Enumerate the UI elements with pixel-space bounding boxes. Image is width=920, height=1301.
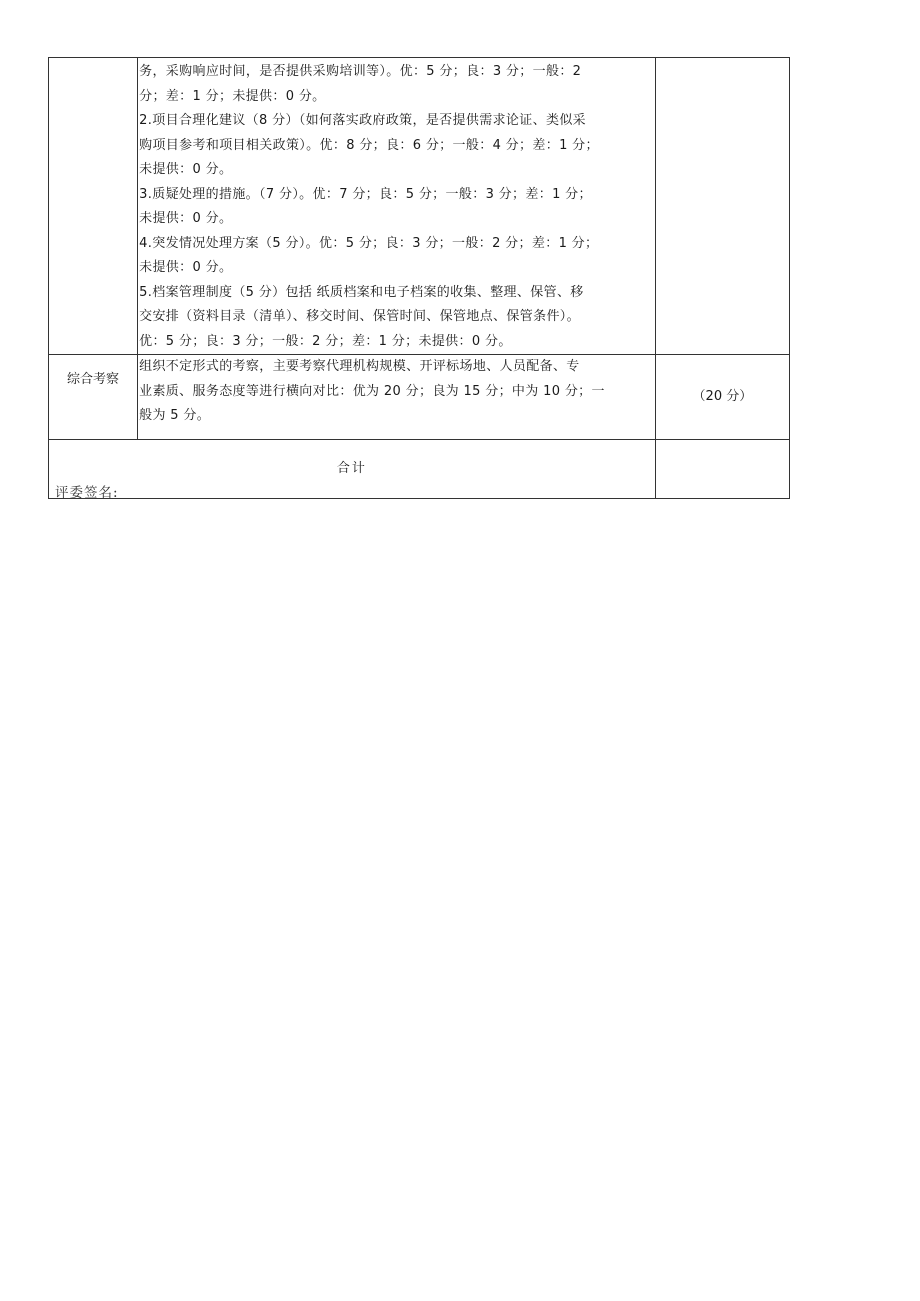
- criteria-line: 分；差：1 分；未提供：0 分。: [139, 88, 326, 104]
- criteria-line: 未提供：0 分。: [139, 162, 233, 177]
- table-row-continuation: [49, 58, 790, 355]
- criteria-line: 优：5 分；良：3 分；一般：2 分；差：1 分；未提供：0 分。: [139, 333, 512, 349]
- criteria-description-cell: [138, 58, 656, 355]
- criteria-line: 4.突发情况处理方案（5 分）。优：5 分；良：3 分；一般：2 分；差：1 分；: [139, 235, 599, 251]
- criteria-line: 5.档案管理制度（5 分）包括 纸质档案和电子档案的收集、整理、保管、移: [139, 284, 584, 300]
- score-cell-zonghe: （20 分）: [655, 355, 789, 440]
- zonghe-description-cell: [138, 355, 656, 440]
- table-row-total: [49, 440, 790, 499]
- zonghe-line: 般为 5 分。: [139, 408, 211, 423]
- table-row-zonghe: [49, 355, 790, 440]
- judge-signature-label: 评委签名:: [55, 485, 119, 501]
- criteria-line: 3.质疑处理的措施。（7 分）。优：7 分；良：5 分；一般：3 分；差：1 分；: [139, 186, 592, 202]
- total-score-cell: [655, 440, 789, 499]
- scoring-table: [48, 57, 790, 499]
- zonghe-line: 业素质、服务态度等进行横向对比：优为 20 分；良为 15 分；中为 10 分；一: [139, 383, 605, 399]
- criteria-line: 2.项目合理化建议（8 分）（如何落实政府政策，是否提供需求论证、类似采: [139, 113, 587, 128]
- criteria-line: 务，采购响应时间，是否提供采购培训等）。优：5 分；良：3 分；一般：2: [139, 64, 582, 79]
- criteria-line: 购项目参考和项目相关政策）。优：8 分；良：6 分；一般：4 分；差：1 分；: [139, 137, 599, 153]
- criteria-line: 交安排（资料目录（清单）、移交时间、保管时间、保管地点、保管条件）。: [139, 309, 581, 324]
- category-cell-zonghe: 综合考察: [49, 355, 138, 440]
- total-label: 合计: [49, 440, 656, 499]
- score-cell-empty: [655, 58, 789, 355]
- zonghe-line: 组织不定形式的考察，主要考察代理机构规模、开评标场地、人员配备、专: [139, 359, 580, 374]
- criteria-line: 未提供：0 分。: [139, 211, 233, 226]
- category-cell-empty: [49, 58, 138, 355]
- criteria-line: 未提供：0 分。: [139, 260, 233, 275]
